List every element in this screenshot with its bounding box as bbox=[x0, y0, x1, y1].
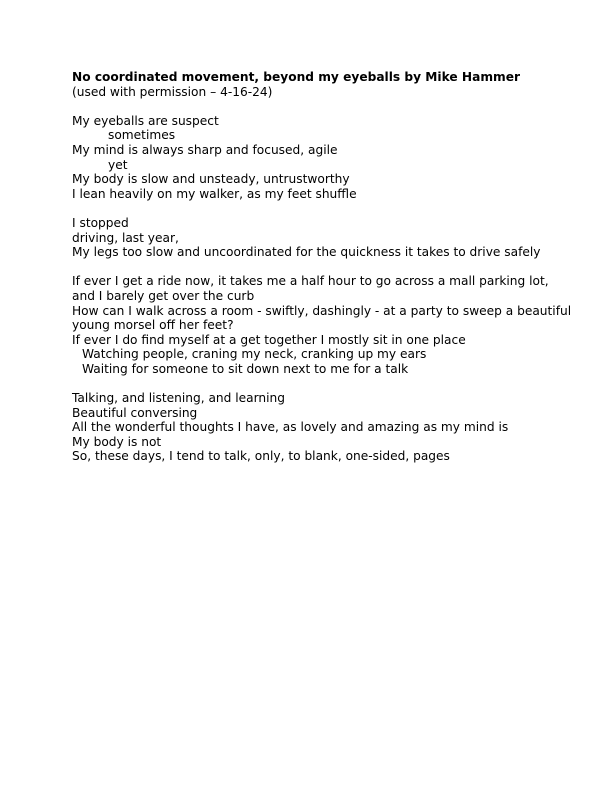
poem-line: My body is not bbox=[72, 434, 162, 449]
poem-line: Waiting for someone to sit down next to me for a talk bbox=[82, 361, 409, 376]
poem-title: No coordinated movement, beyond my eyeballs by Mike Hammer bbox=[72, 70, 520, 84]
poem-line: If ever I do find myself at a get together I mostly sit in one place bbox=[72, 332, 466, 347]
poem-line: yet bbox=[108, 157, 128, 172]
poem-line: Beautiful conversing bbox=[72, 405, 198, 420]
stanza-2 bbox=[72, 216, 572, 260]
poem-line: I lean heavily on my walker, as my feet shuffle bbox=[72, 186, 357, 201]
poem-line: Watching people, craning my neck, cranking up my ears bbox=[82, 347, 427, 362]
stanza-3 bbox=[72, 274, 572, 376]
poem-line: I stopped bbox=[72, 215, 129, 230]
poem-line: driving, last year, bbox=[72, 230, 179, 245]
permission-note: (used with permission – 4-16-24) bbox=[72, 84, 273, 99]
poem-line: My mind is always sharp and focused, agile bbox=[72, 142, 338, 157]
poem-line: So, these days, I tend to talk, only, to blank, one-sided, pages bbox=[72, 449, 450, 464]
poem-line: How can I walk across a room - swiftly, dashingly - at a party to sweep a beautiful young morsel off her feet? bbox=[72, 303, 572, 333]
stanza-gap bbox=[72, 376, 572, 391]
stanza-gap bbox=[72, 260, 572, 275]
poem-line: All the wonderful thoughts I have, as lovely and amazing as my mind is bbox=[72, 420, 509, 435]
stanza-1 bbox=[72, 114, 572, 202]
poem-line: If ever I get a ride now, it takes me a half hour to go across a mall parking lot, and I barely get over the curb bbox=[72, 274, 549, 303]
stanza-4 bbox=[72, 391, 572, 464]
poem-line: sometimes bbox=[108, 128, 176, 143]
poem-line: My body is slow and unsteady, untrustworthy bbox=[72, 172, 350, 187]
poem-line: My eyeballs are suspect bbox=[72, 113, 219, 128]
poem-line: Talking, and listening, and learning bbox=[72, 391, 285, 406]
stanza-gap bbox=[72, 201, 572, 216]
stanza-gap bbox=[72, 99, 572, 114]
poem-line: My legs too slow and uncoordinated for the quickness it takes to drive safely bbox=[72, 245, 541, 260]
